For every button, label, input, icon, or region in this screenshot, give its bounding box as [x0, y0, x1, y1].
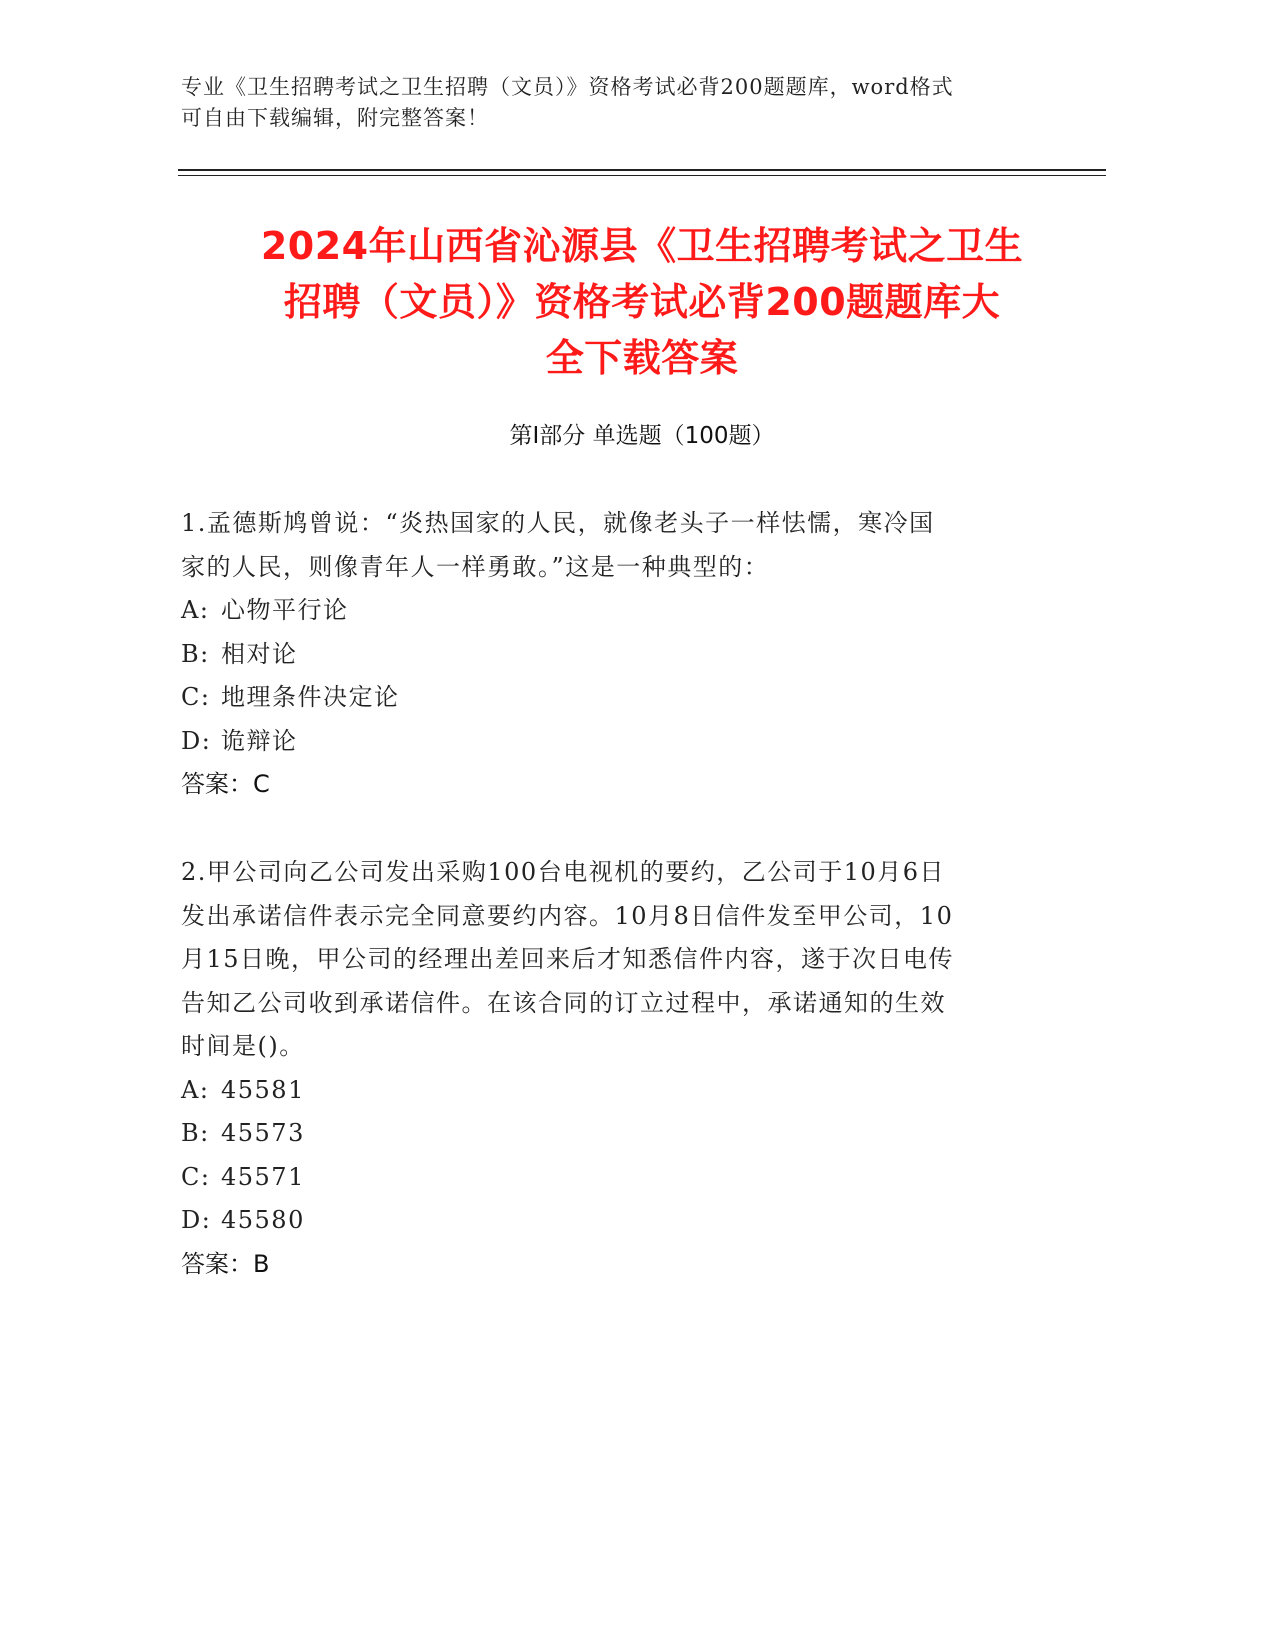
answer: 答案：C — [181, 770, 270, 798]
title-line1: 2024年山西省沁源县《卫生招聘考试之卫生 — [260, 224, 1024, 268]
question-2 — [181, 851, 1041, 1286]
option-b — [181, 1112, 1041, 1156]
option-key: A: — [181, 1075, 210, 1104]
stem-line: 发出承诺信件表示完全同意要约内容。10月8日信件发至甲公司，10 — [181, 901, 954, 930]
stem-line: 时间是()。 — [181, 1032, 305, 1060]
answer: 答案：B — [181, 1249, 270, 1278]
option-a — [181, 589, 1041, 633]
option-text: 45581 — [221, 1075, 305, 1104]
option-key: A: — [181, 596, 210, 624]
title-line2: 招聘（文员）》资格考试必背200题题库大 — [283, 280, 1001, 324]
option-c — [181, 676, 1041, 720]
option-text: 诡辩论 — [221, 726, 298, 755]
option-key: C: — [181, 1162, 211, 1191]
section-heading: 第Ⅰ部分 单选题（100题） — [509, 423, 775, 449]
option-text: 地理条件决定论 — [221, 683, 400, 711]
option-key: D: — [181, 1206, 212, 1234]
option-key: D: — [181, 726, 212, 755]
option-text: 心物平行论 — [221, 596, 349, 624]
title-line3: 全下载答案 — [545, 336, 739, 380]
header-note — [181, 72, 1041, 134]
option-text: 相对论 — [221, 639, 298, 668]
question-stem — [181, 502, 1041, 589]
option-key: B: — [181, 1119, 210, 1147]
stem-line: 告知乙公司收到承诺信件。在该合同的订立过程中，承诺通知的生效 — [181, 988, 946, 1017]
header-divider-thin — [178, 175, 1106, 176]
option-d — [181, 1199, 1041, 1243]
document-title — [178, 218, 1106, 386]
stem-line: 2.甲公司向乙公司发出采购100台电视机的要约，乙公司于10月6日 — [181, 858, 946, 886]
option-b — [181, 633, 1041, 677]
header-note-line2: 可自由下载编辑，附完整答案！ — [181, 106, 489, 130]
header-note-line1: 专业《卫生招聘考试之卫生招聘（文员）》资格考试必背200题题库，word格式 — [181, 75, 954, 99]
option-text: 45573 — [221, 1119, 305, 1147]
option-key: B: — [181, 639, 210, 668]
option-d — [181, 720, 1041, 764]
option-text: 45571 — [221, 1162, 305, 1191]
option-a — [181, 1069, 1041, 1113]
stem-line: 1.孟德斯鸠曾说：“炎热国家的人民，就像老头子一样怯懦，寒冷国 — [181, 509, 935, 537]
stem-line: 月15日晚，甲公司的经理出差回来后才知悉信件内容，遂于次日电传 — [181, 945, 955, 973]
question-stem — [181, 851, 1041, 1069]
option-c — [181, 1156, 1041, 1200]
option-text: 45580 — [221, 1206, 305, 1234]
stem-line: 家的人民，则像青年人一样勇敢。”这是一种典型的： — [181, 552, 770, 581]
header-divider-thick — [178, 169, 1106, 171]
option-key: C: — [181, 683, 211, 711]
question-1 — [181, 502, 1041, 807]
